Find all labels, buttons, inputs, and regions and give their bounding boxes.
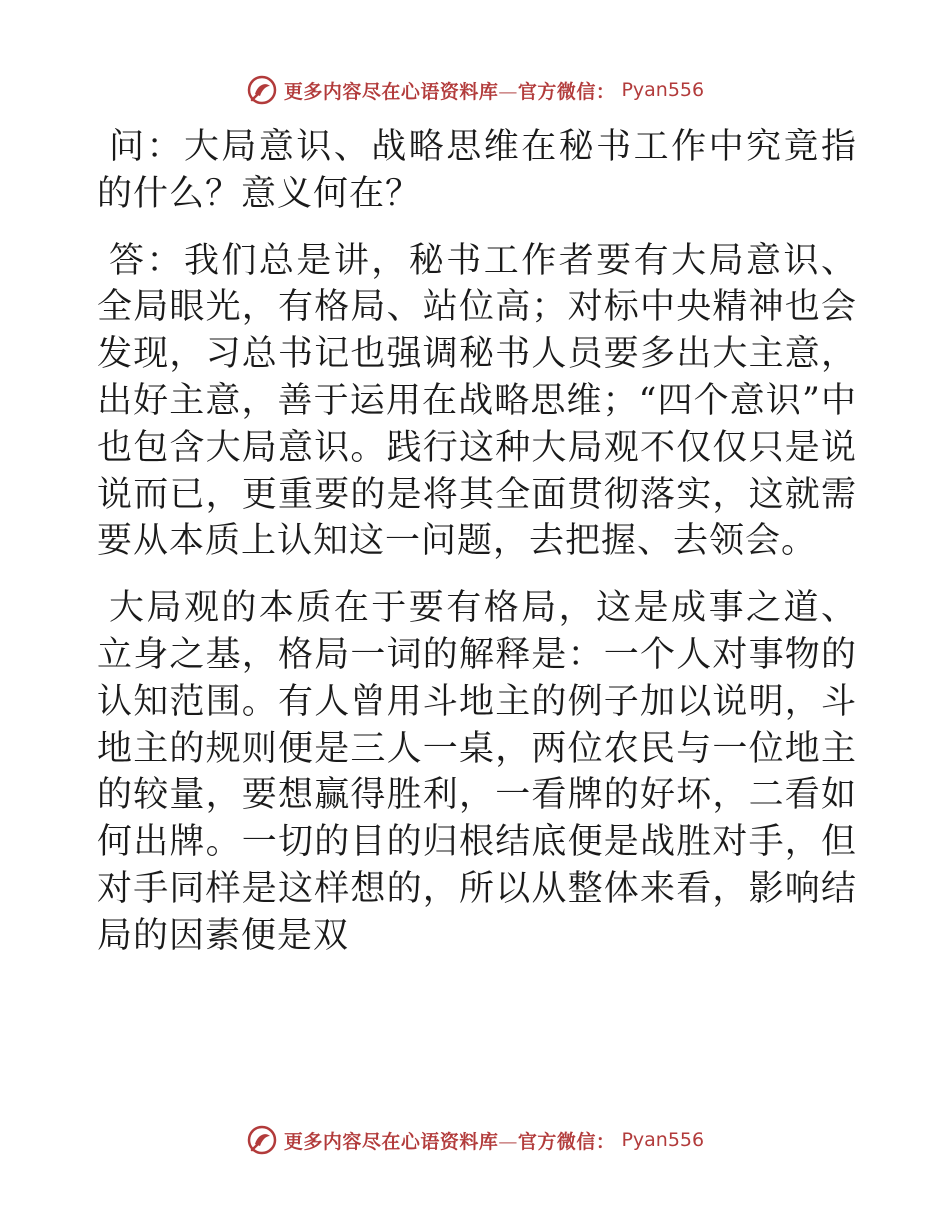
footer-banner-text: 更多内容尽在心语资料库—官方微信：	[283, 1130, 616, 1153]
footer-wechat-id: Pyan556	[621, 1129, 705, 1151]
document-body	[97, 124, 857, 980]
question-paragraph: 问：大局意识、战略思维在秘书工作中究竟指的什么？意义何在？	[97, 127, 857, 214]
header-banner-text: 更多内容尽在心语资料库—官方微信：	[283, 80, 616, 103]
library-logo-icon	[246, 74, 278, 106]
answer-paragraph: 答：我们总是讲，秘书工作者要有大局意识、全局眼光，有格局、站位高；对标中央精神也会发现，习总书记也强调秘书人员要多出大主意，出好主意，善于运用在战略思维；“四个意识”中也包含大局意识。践行这种大局观不仅仅只是说说而已，更重要的是将其全面贯彻落实，这就需要从本质上认知这一问题，去把握、去领会。	[97, 240, 857, 562]
footer-banner	[0, 1120, 950, 1160]
body-paragraph: 大局观的本质在于要有格局，这是成事之道、立身之基，格局一词的解释是：一个人对事物的认知范围。有人曾用斗地主的例子加以说明，斗地主的规则便是三人一桌，两位农民与一位地主的较量，要想赢得胜利，一看牌的好坏，二看如何出牌。一切的目的归根结底便是战胜对手，但对手同样是这样想的，所以从整体来看，影响结局的因素便是双	[97, 588, 857, 956]
header-banner	[0, 70, 950, 110]
library-logo-icon	[246, 1124, 278, 1156]
header-wechat-id: Pyan556	[621, 79, 705, 101]
